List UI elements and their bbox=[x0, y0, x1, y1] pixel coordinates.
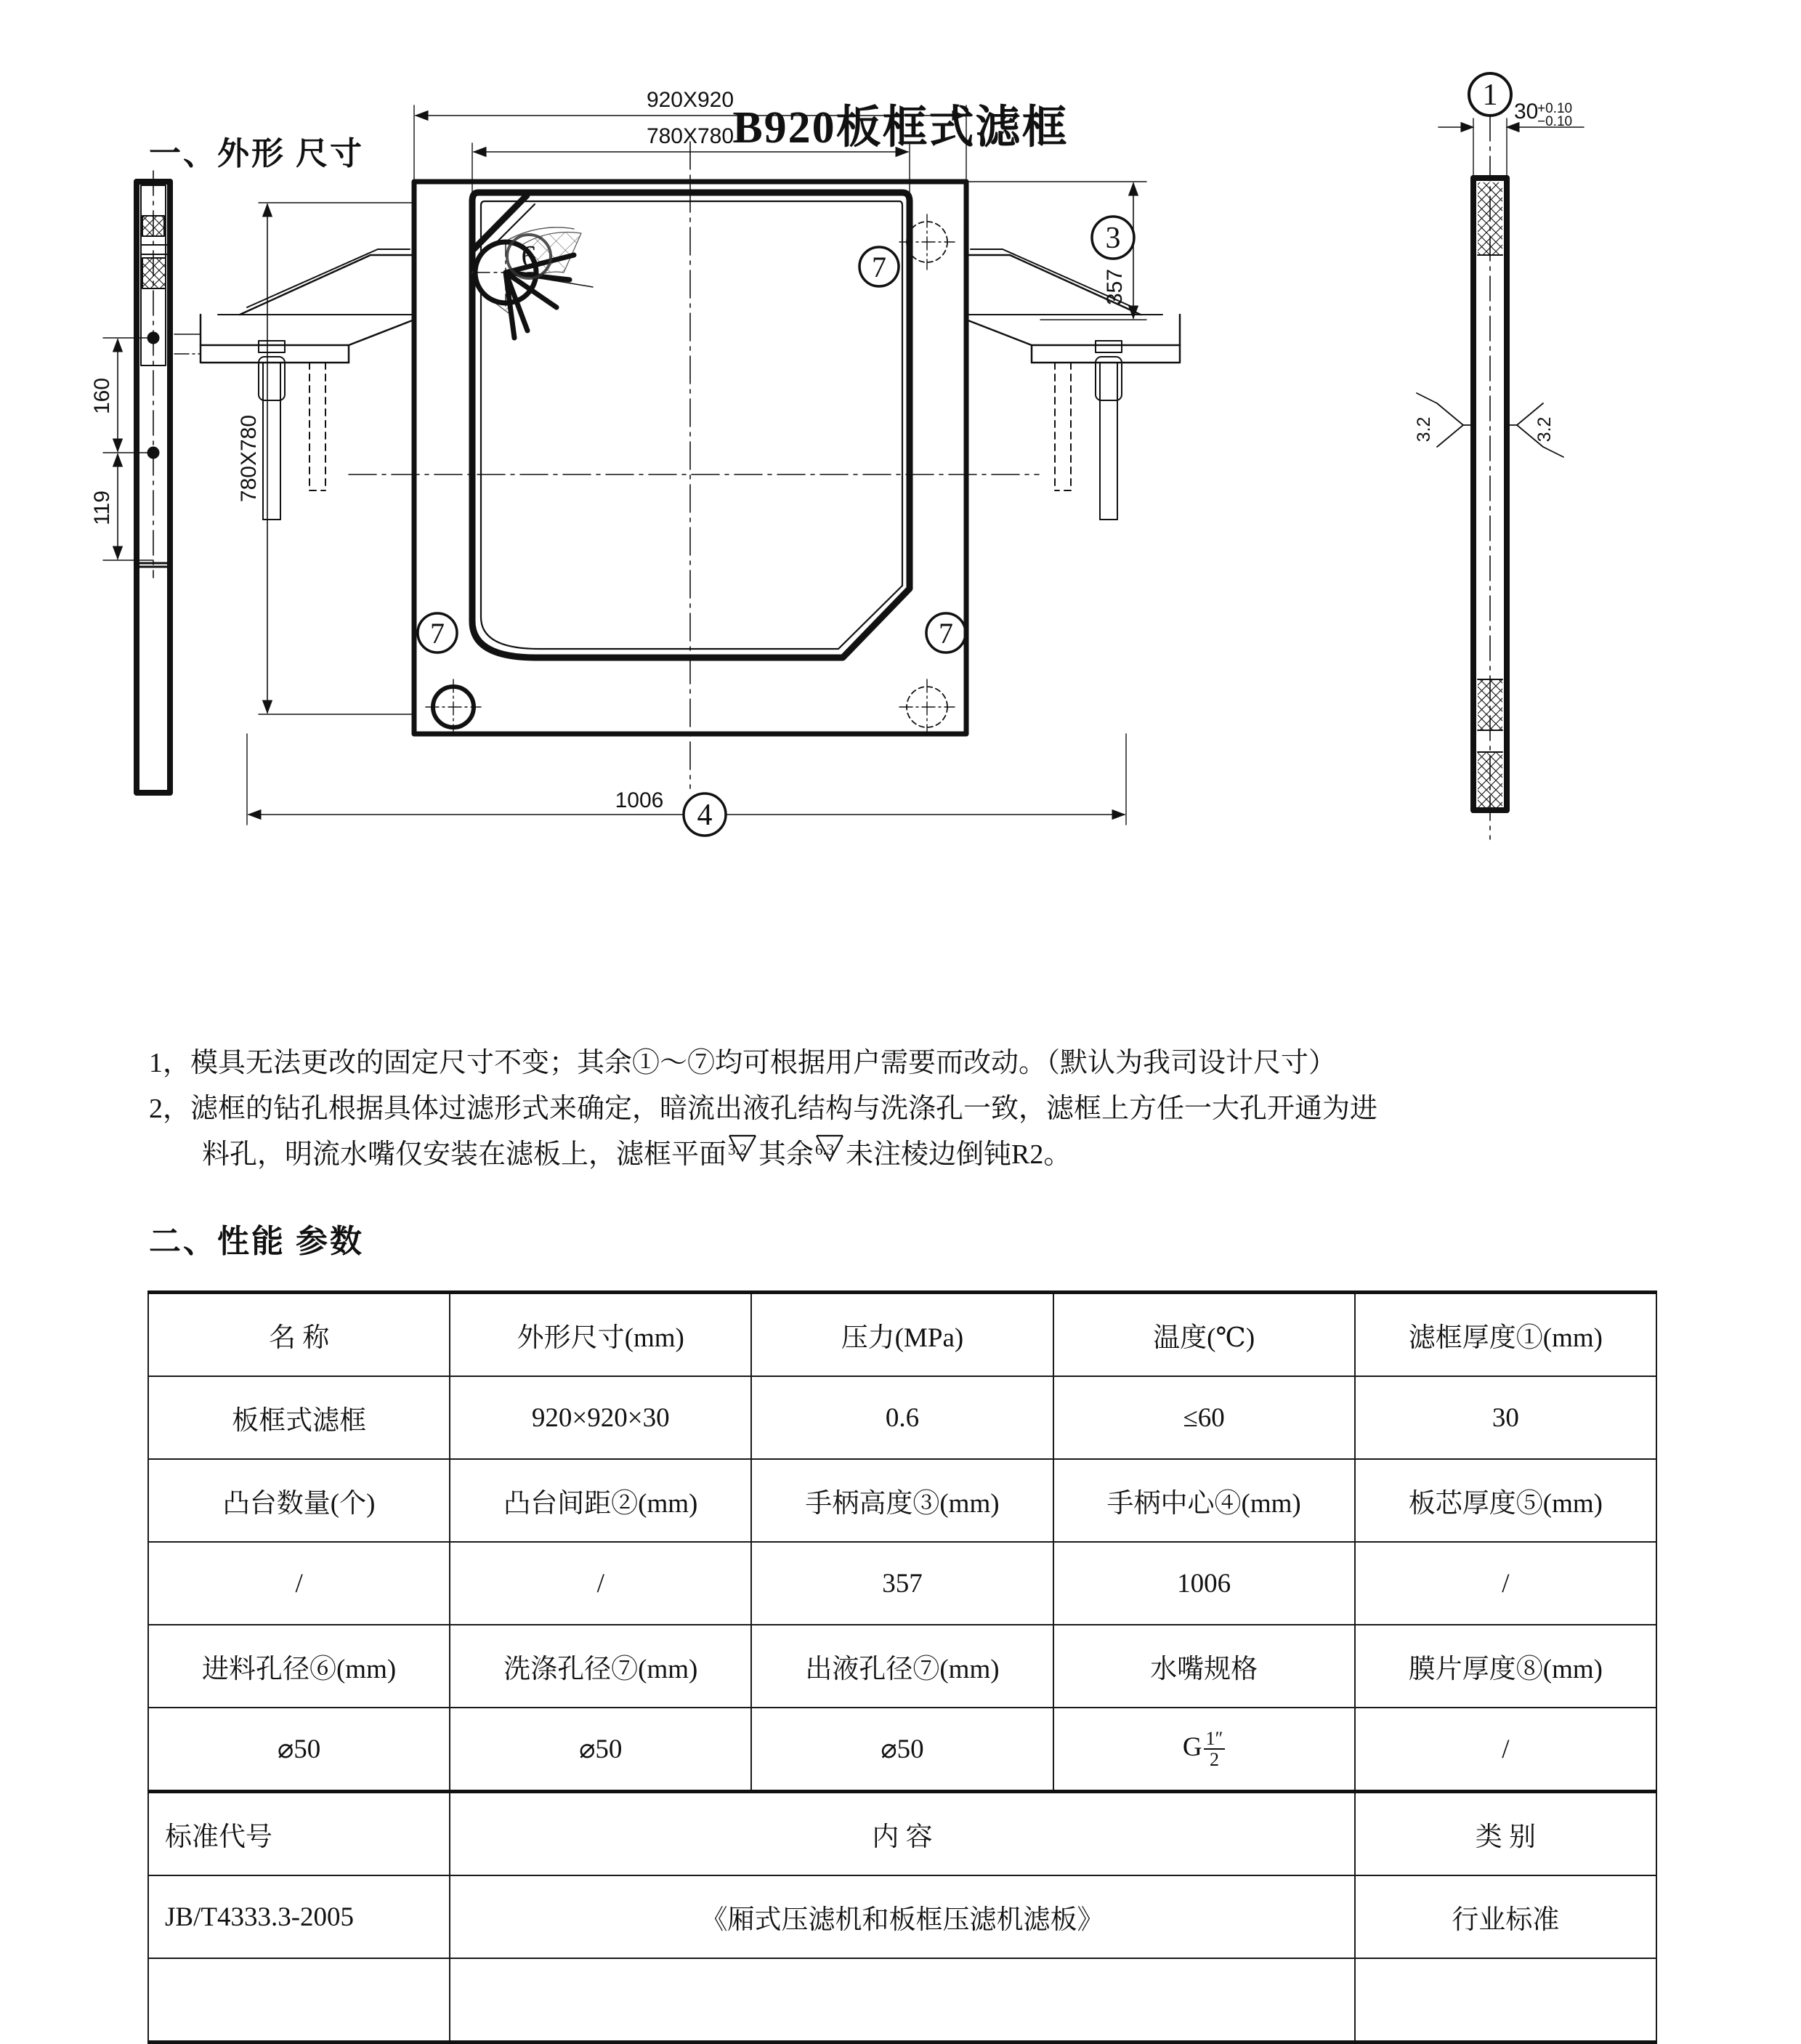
balloon-7-bottom-right bbox=[926, 613, 966, 653]
standard-code: JB/T4333.3-2005 bbox=[148, 1875, 450, 1958]
note-2-line-1: 滤框的钻孔根据具体过滤形式来确定，暗流出液孔结构与洗涤孔一致，滤框上方任一大孔开通为进 bbox=[190, 1094, 1378, 1124]
table-cell: 920×920×30 bbox=[450, 1376, 751, 1459]
roughness-mark-left bbox=[1414, 393, 1473, 447]
table-cell: 1006 bbox=[1053, 1542, 1355, 1625]
nozzle-g-label: G bbox=[1182, 1732, 1202, 1762]
note-2-line-2-c: 未注棱边倒钝R2。 bbox=[846, 1139, 1072, 1170]
dim-780x780-left: 780X780 bbox=[237, 414, 261, 503]
table-cell: ⌀50 bbox=[148, 1708, 450, 1792]
table-cell: 外形尺寸(mm) bbox=[450, 1293, 751, 1377]
standard-code-header: 标准代号 bbox=[148, 1792, 450, 1876]
table-cell: 水嘴规格 bbox=[1053, 1625, 1355, 1708]
standard-category: 行业标准 bbox=[1355, 1875, 1656, 1958]
table-cell: 出液孔径⑦(mm) bbox=[751, 1625, 1053, 1708]
handle-left bbox=[174, 229, 414, 520]
table-cell: 0.6 bbox=[751, 1376, 1053, 1459]
table-row bbox=[148, 1708, 1656, 1792]
table-cell: 洗涤孔径⑦(mm) bbox=[450, 1625, 751, 1708]
left-edge-view bbox=[90, 171, 170, 793]
dim-thickness-tol-upper: +0.10 bbox=[1537, 101, 1573, 116]
dim-thickness-tol-lower: −0.10 bbox=[1537, 114, 1573, 129]
balloon-6: 6 bbox=[521, 241, 537, 274]
table-cell: 手柄中心④(mm) bbox=[1053, 1459, 1355, 1542]
balloon-7-bottom-left bbox=[418, 613, 457, 653]
dim-left-160: 160 bbox=[90, 377, 114, 415]
roughness-symbol-6-3 bbox=[814, 1139, 846, 1168]
table-row bbox=[148, 1542, 1656, 1625]
table-cell: 凸台间距②(mm) bbox=[450, 1459, 751, 1542]
table-cell: 357 bbox=[751, 1542, 1053, 1625]
standard-content: 《厢式压滤机和板框压滤机滤板》 bbox=[450, 1875, 1355, 1958]
note-2-label: 2， bbox=[149, 1094, 191, 1124]
dim-357: 357 bbox=[1103, 268, 1127, 306]
table-cell: 压力(MPa) bbox=[751, 1293, 1053, 1377]
section-heading-parameters: 二、性能 参数 bbox=[149, 1224, 364, 1259]
notes-block bbox=[149, 1041, 1696, 1178]
standard-header-row bbox=[148, 1792, 1656, 1876]
table-row bbox=[148, 1376, 1656, 1459]
section-heading-dimensions: 一、外形 尺寸 bbox=[149, 136, 364, 171]
table-cell: / bbox=[1355, 1708, 1656, 1792]
handle-right bbox=[966, 229, 1180, 520]
performance-parameter-table bbox=[147, 1290, 1657, 2044]
table-row bbox=[148, 1625, 1656, 1708]
table-cell: / bbox=[450, 1542, 751, 1625]
table-cell: 名 称 bbox=[148, 1293, 450, 1377]
table-row bbox=[148, 1459, 1656, 1542]
dim-thickness: 30 bbox=[1514, 100, 1539, 124]
svg-text:7: 7 bbox=[872, 251, 886, 283]
standard-category-header: 类 别 bbox=[1355, 1792, 1656, 1876]
note-1-text: 模具无法更改的固定尺寸不变；其余①～⑦均可根据用户需要而改动。（默认为我司设计尺寸） bbox=[190, 1048, 1337, 1078]
table-cell: ⌀50 bbox=[751, 1708, 1053, 1792]
table-cell: 滤框厚度①(mm) bbox=[1355, 1293, 1656, 1377]
nozzle-fraction-denominator: 2 bbox=[1210, 1749, 1220, 1770]
table-cell: 进料孔径⑥(mm) bbox=[148, 1625, 450, 1708]
balloon-1: 1 bbox=[1482, 78, 1498, 112]
svg-text:7: 7 bbox=[939, 617, 953, 650]
dim-920x920: 920X920 bbox=[646, 88, 734, 112]
right-edge-view bbox=[1414, 73, 1584, 839]
page-title: B920板框式滤框 bbox=[732, 103, 1069, 153]
balloon-4: 4 bbox=[697, 799, 713, 832]
roughness-value-3-2: 3.2 bbox=[728, 1141, 748, 1158]
note-2 bbox=[149, 1086, 1696, 1132]
standard-category-empty bbox=[1355, 1958, 1656, 2043]
nozzle-fraction bbox=[1204, 1729, 1226, 1770]
table-cell: ≤60 bbox=[1053, 1376, 1355, 1459]
dim-1006: 1006 bbox=[615, 788, 664, 812]
table-cell: / bbox=[148, 1542, 450, 1625]
table-cell: 凸台数量(个) bbox=[148, 1459, 450, 1542]
table-cell-nozzle bbox=[1053, 1708, 1355, 1792]
roughness-value-6-3: 6.3 bbox=[815, 1141, 835, 1158]
balloon-3: 3 bbox=[1105, 222, 1121, 255]
table-cell: 板芯厚度⑤(mm) bbox=[1355, 1459, 1656, 1542]
table-cell: 手柄高度③(mm) bbox=[751, 1459, 1053, 1542]
note-2-line-2 bbox=[202, 1132, 1696, 1178]
standard-code-empty bbox=[148, 1958, 450, 2043]
table-row bbox=[148, 1293, 1656, 1377]
roughness-symbol-3-2 bbox=[727, 1139, 758, 1168]
nozzle-fraction-numerator: 1″ bbox=[1204, 1729, 1226, 1750]
dim-780x780-top: 780X780 bbox=[646, 124, 734, 148]
table-cell: 30 bbox=[1355, 1376, 1656, 1459]
standard-row bbox=[148, 1875, 1656, 1958]
note-2-line-2-b: 其余 bbox=[758, 1139, 814, 1170]
note-2-line-2-a: 料孔，明流水嘴仅安装在滤板上，滤框平面 bbox=[202, 1139, 727, 1170]
table-cell: 板框式滤框 bbox=[148, 1376, 450, 1459]
front-view bbox=[174, 142, 1180, 788]
dim-left-119: 119 bbox=[90, 490, 114, 525]
table-cell: / bbox=[1355, 1542, 1656, 1625]
table-cell: 膜片厚度⑧(mm) bbox=[1355, 1625, 1656, 1708]
standard-empty-row bbox=[148, 1958, 1656, 2043]
roughness-mark-right bbox=[1507, 403, 1563, 457]
standard-content-empty bbox=[450, 1958, 1355, 2043]
svg-text:3.2: 3.2 bbox=[1534, 416, 1555, 443]
note-1-label: 1， bbox=[149, 1048, 191, 1078]
note-1 bbox=[149, 1041, 1696, 1086]
table-cell: ⌀50 bbox=[450, 1708, 751, 1792]
svg-text:7: 7 bbox=[430, 617, 445, 650]
table-cell: 温度(℃) bbox=[1053, 1293, 1355, 1377]
standard-content-header: 内 容 bbox=[450, 1792, 1355, 1876]
svg-text:3.2: 3.2 bbox=[1414, 416, 1434, 443]
